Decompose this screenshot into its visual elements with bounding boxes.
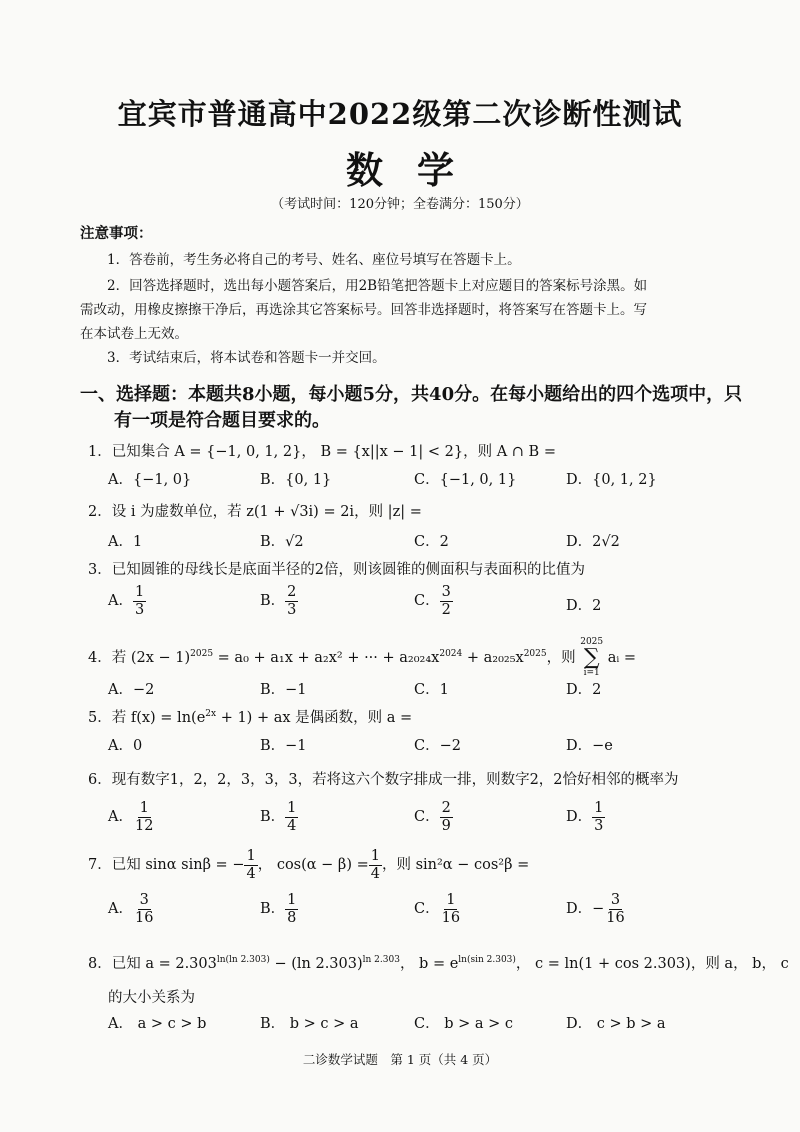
q7-fraction-1 <box>244 848 257 882</box>
numerator: 1 <box>594 800 604 816</box>
numerator: 1 <box>246 848 256 864</box>
question-8-stem-cont: 的大小关系为 <box>108 990 195 1006</box>
denominator: 9 <box>441 817 451 834</box>
q2-option-a: A．1 <box>108 534 143 550</box>
q4-stem-part: ，则 <box>546 650 576 666</box>
q4-stem-part: 4．若 (2x − 1) <box>88 650 191 666</box>
notice-item-2-end: 在本试卷上无效。 <box>80 326 188 342</box>
notice-item-3: 3．考试结束后，将本试卷和答题卡一并交回。 <box>107 350 386 366</box>
q7-option-a <box>108 892 155 926</box>
denominator: 12 <box>134 817 154 834</box>
q1-option-c: C．{−1, 0, 1} <box>414 472 517 488</box>
page-footer: 二诊数学试题 第 1 页（共 4 页） <box>302 1052 498 1067</box>
q2-option-c: C．2 <box>414 534 449 550</box>
q3-option-c-fraction <box>440 584 453 618</box>
q4-stem-part: + a₂₀₂₅x <box>462 650 524 666</box>
question-7-stem <box>88 848 529 882</box>
denominator: 8 <box>287 909 297 926</box>
q6-option-c-label: C． <box>414 809 440 826</box>
notice-item-2: 2．回答选择题时，选出每小题答案后，用2B铅笔把答题卡上对应题目的答案标号涂黑。如 <box>107 278 648 294</box>
q7-option-a-fraction <box>133 892 155 926</box>
q7-stem-part: ， cos(α − β) = <box>257 857 369 874</box>
q4-option-d: D．2 <box>566 682 602 698</box>
q3-option-a-fraction <box>133 584 146 618</box>
q5-stem-part: 5．若 f(x) = ln(e <box>88 710 206 726</box>
q7-option-c-fraction <box>440 892 462 926</box>
sum-sign: ∑ <box>583 645 600 670</box>
q6-option-a <box>108 800 155 834</box>
section-heading-cont: 有一项是符合题目要求的。 <box>114 410 330 431</box>
q6-option-d-fraction <box>592 800 605 834</box>
question-4-stem <box>88 638 636 678</box>
denominator: 4 <box>370 865 380 882</box>
q1-option-d: D．{0, 1, 2} <box>566 472 657 488</box>
q6-option-b <box>260 800 298 834</box>
q5-stem-part: + 1) + ax 是偶函数，则 a = <box>216 710 413 726</box>
q6-option-c <box>414 800 453 834</box>
q7-option-b <box>260 892 298 926</box>
sum-upper: 2025 <box>580 637 604 647</box>
q7-option-d-label: D．− <box>566 901 605 918</box>
denominator: 3 <box>287 601 297 618</box>
numerator: 1 <box>139 800 149 816</box>
q7-option-b-label: B． <box>260 901 286 918</box>
q8-stem-part: 8．已知 a = 2.303 <box>88 956 217 972</box>
q7-option-c-label: C． <box>414 901 440 918</box>
notice-heading: 注意事项： <box>80 225 153 242</box>
q6-option-b-fraction <box>285 800 298 834</box>
denominator: 3 <box>594 817 604 834</box>
q3-option-c <box>414 584 453 618</box>
numerator: 3 <box>139 892 149 908</box>
notice-item-1: 1．答卷前，考生务必将自己的考号、姓名、座位号填写在答题卡上。 <box>107 252 521 268</box>
q3-option-c-label: C． <box>414 593 440 610</box>
q7-option-d <box>566 892 627 926</box>
denominator: 3 <box>134 601 145 618</box>
sum-lower: i=1 <box>583 668 600 678</box>
q8-option-b: B． b > c > a <box>260 1016 359 1032</box>
numerator: 3 <box>610 892 621 908</box>
summation-symbol <box>580 638 603 678</box>
numerator: 1 <box>446 892 456 908</box>
q5-option-d: D．−e <box>566 738 613 754</box>
question-5-stem <box>88 706 412 727</box>
q7-option-d-fraction <box>604 892 626 926</box>
q5-option-b: B．−1 <box>260 738 307 754</box>
q2-option-b: B．√2 <box>260 534 304 550</box>
q4-exponent: 2025 <box>523 649 547 660</box>
numerator: 1 <box>287 800 297 816</box>
q4-option-c: C．1 <box>414 682 449 698</box>
exam-title: 宜宾市普通高中2022级第二次诊断性测试 <box>117 97 683 131</box>
q5-option-a: A．0 <box>108 738 143 754</box>
denominator: 4 <box>246 865 256 882</box>
q8-exponent: ln(ln 2.303) <box>216 955 270 966</box>
q6-option-a-fraction <box>133 800 155 834</box>
q8-option-d: D． c > b > a <box>566 1016 666 1032</box>
denominator: 16 <box>606 909 625 926</box>
q5-option-c: C．−2 <box>414 738 461 754</box>
q7-option-a-label: A． <box>108 901 133 918</box>
q6-option-c-fraction <box>440 800 453 834</box>
exam-info: （考试时间：120分钟；全卷满分：150分） <box>271 197 529 212</box>
denominator: 4 <box>287 817 297 834</box>
q3-option-a-label: A． <box>108 593 133 610</box>
q3-option-d: D．2 <box>566 598 602 614</box>
q6-option-d-label: D． <box>566 809 593 826</box>
question-6-stem: 6．现有数字1，2，2，3，3，3，若将这六个数字排成一排，则数字2，2恰好相邻的概率为 <box>88 772 679 788</box>
q6-option-a-label: A． <box>108 809 133 826</box>
denominator: 16 <box>134 909 154 926</box>
q8-stem-part: ， b = e <box>399 956 459 972</box>
q4-exponent: 2024 <box>439 649 463 660</box>
q7-option-c <box>414 892 462 926</box>
q8-exponent: ln 2.303 <box>362 955 400 966</box>
q1-option-a: A．{−1, 0} <box>108 472 192 488</box>
q7-stem-part: ，则 sin²α − cos²β = <box>381 857 530 874</box>
denominator: 2 <box>441 601 451 618</box>
q8-stem-part: ， c = ln(1 + cos 2.303)，则 a， b， c <box>515 956 789 972</box>
notice-item-2-cont: 需改动，用橡皮擦擦干净后，再选涂其它答案标号。回答非选择题时，将答案写在答题卡上。写 <box>80 302 647 318</box>
q4-stem-part: = a₀ + a₁x + a₂x² + ··· + a₂₀₂₄x <box>213 650 440 666</box>
q4-stem-part: aᵢ = <box>607 650 637 666</box>
q1-option-b: B．{0, 1} <box>260 472 332 488</box>
q4-option-b: B．−1 <box>260 682 307 698</box>
numerator: 2 <box>287 584 297 600</box>
q3-option-a <box>108 584 146 618</box>
subject-title: 数学 <box>346 148 488 192</box>
q7-option-b-fraction <box>285 892 298 926</box>
numerator: 2 <box>441 800 451 816</box>
numerator: 1 <box>287 892 297 908</box>
q8-option-c: C． b > a > c <box>414 1016 513 1032</box>
q3-option-b <box>260 584 298 618</box>
q4-option-a: A．−2 <box>108 682 155 698</box>
q6-option-d <box>566 800 605 834</box>
denominator: 16 <box>441 909 461 926</box>
q7-stem-part: 7．已知 sinα sinβ = − <box>88 857 245 874</box>
numerator: 1 <box>134 584 145 600</box>
q2-option-d: D．2√2 <box>566 534 620 550</box>
question-1-stem: 1．已知集合 A = {−1, 0, 1, 2}， B = {x||x − 1| < 2}，则 A ∩ B = <box>88 444 556 460</box>
q5-exponent: 2x <box>205 709 217 720</box>
q7-fraction-2 <box>369 848 382 882</box>
q4-exponent: 2025 <box>190 649 214 660</box>
q3-option-b-fraction <box>285 584 298 618</box>
q8-option-a: A． a > c > b <box>108 1016 207 1032</box>
section-heading: 一、选择题：本题共8小题，每小题5分，共40分。在每小题给出的四个选项中，只 <box>80 384 743 405</box>
numerator: 3 <box>441 584 451 600</box>
q6-option-b-label: B． <box>260 809 286 826</box>
question-8-stem <box>88 952 789 973</box>
q8-exponent: ln(sin 2.303) <box>458 955 516 966</box>
q3-option-b-label: B． <box>260 593 286 610</box>
question-2-stem: 2．设 i 为虚数单位，若 z(1 + √3i) = 2i，则 |z| = <box>88 504 422 520</box>
numerator: 1 <box>370 848 380 864</box>
question-3-stem: 3．已知圆锥的母线长是底面半径的2倍，则该圆锥的侧面积与表面积的比值为 <box>88 562 585 578</box>
q8-stem-part: − (ln 2.303) <box>269 956 363 972</box>
